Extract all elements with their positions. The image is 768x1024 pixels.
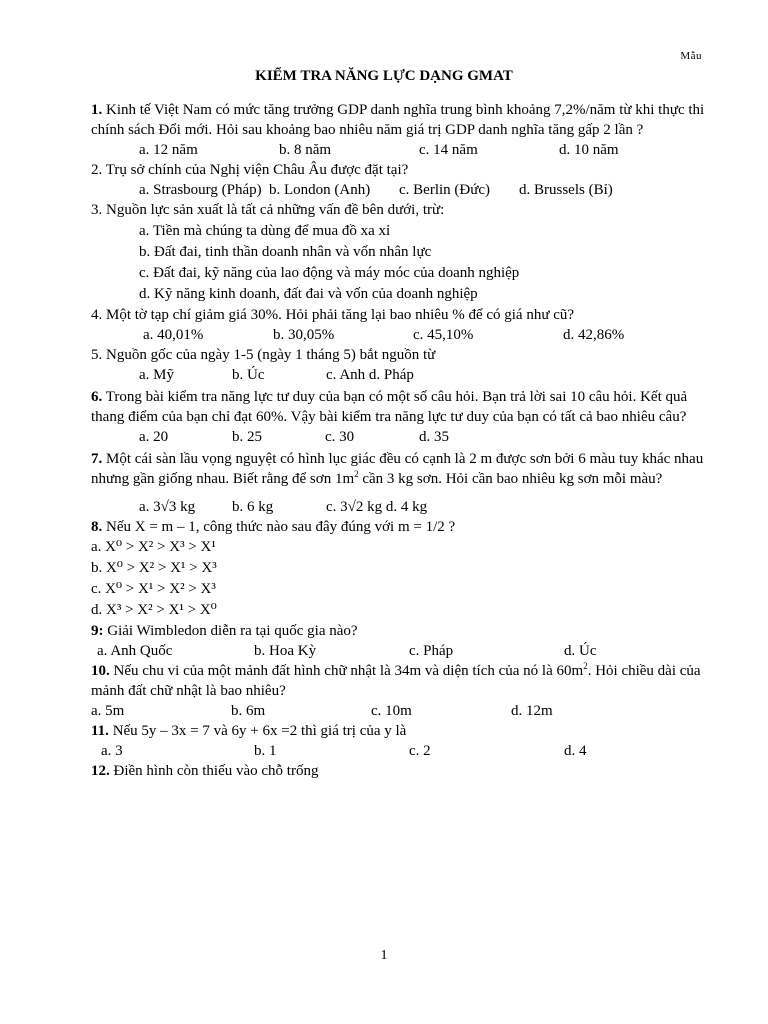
option-a: a. Tiền mà chúng ta dùng để mua đồ xa xỉ (139, 223, 391, 239)
option-d: d. 10 năm (559, 142, 619, 158)
option-a: a. Strasbourg (Pháp) (139, 182, 262, 198)
option-a: a. 20 (139, 429, 169, 445)
question-text: Kinh tế Việt Nam có mức tăng trưởng GDP danh nghĩa trung bình khoảng 7,2%/năm từ khi thực thi chính sách Đổi mới. Hỏi sau khoảng bao nhiêu năm giá trị GDP danh nghĩa tăng gấp 2 lần ? (91, 102, 705, 138)
question-6 (91, 387, 711, 427)
option-c: c. X⁰ > X¹ > X² > X³ (91, 581, 216, 597)
question-list (91, 100, 711, 781)
options-q6 (91, 427, 711, 447)
option-a: a. 3 (101, 743, 123, 759)
question-3: 3. Nguồn lực sản xuất là tất cả những vấn đề bên dưới, trừ: (91, 202, 445, 218)
options-q10 (91, 701, 711, 721)
option-b: b. X⁰ > X² > X¹ > X³ (91, 560, 217, 576)
question-text: Nếu X = m – 1, công thức nào sau đây đúng với m = 1/2 ? (102, 519, 456, 535)
option-d: d. Kỹ năng kinh doanh, đất đai và vốn của doanh nghiệp (139, 286, 478, 302)
option-b: b. Hoa Kỳ (254, 643, 317, 659)
question-12 (91, 761, 711, 781)
option-a: a. 40,01% (143, 327, 204, 343)
question-number: 8. (91, 519, 103, 535)
option-c: c. 2 (409, 743, 431, 759)
options-q11 (91, 741, 711, 761)
question-7 (91, 449, 711, 489)
option-d: d. X³ > X² > X¹ > X⁰ (91, 602, 217, 618)
option-c-d: c. 3√2 kg d. 4 kg (326, 499, 428, 515)
option-d: d. 35 (419, 429, 449, 445)
option-d: d. Brussels (Bỉ) (519, 182, 613, 198)
question-2: 2. Trụ sở chính của Nghị viện Châu Âu được đặt tại? (91, 162, 409, 178)
option-b: b. 8 năm (279, 142, 332, 158)
options-q4 (91, 325, 711, 345)
option-a: a. 12 năm (139, 142, 198, 158)
option-b: b. Đất đai, tinh thần doanh nhân và vốn nhân lực (139, 244, 432, 260)
question-text-cont: cần 3 kg sơn. Hỏi cần bao nhiêu kg sơn mỗi màu? (358, 471, 663, 487)
option-a: a. X⁰ > X² > X³ > X¹ (91, 539, 216, 555)
option-a: a. Mỹ (139, 367, 174, 383)
question-number: 6. (91, 389, 103, 405)
question-number: 9: (91, 623, 104, 639)
question-5: 5. Nguồn gốc của ngày 1-5 (ngày 1 tháng 5) bắt nguồn từ (91, 347, 436, 363)
option-a: a. 3√3 kg (139, 499, 196, 515)
question-text: Giải Wimbledon diễn ra tại quốc gia nào? (103, 623, 358, 639)
option-b: b. London (Anh) (269, 182, 371, 198)
option-d: d. 12m (511, 703, 553, 719)
question-text: Trong bài kiểm tra năng lực tư duy của bạn có một số câu hỏi. Bạn trả lời sai 10 câu hỏi. Kết quả thang điểm của bạn chỉ đạt 60%. Vậy bài kiểm tra năng lực tư duy của bạn có tất cả bao nhiêu câu? (91, 389, 688, 425)
question-number: 10. (91, 663, 110, 679)
option-c: c. 30 (325, 429, 355, 445)
option-b: b. 30,05% (273, 327, 335, 343)
option-c: c. 45,10% (413, 327, 474, 343)
question-number: 11. (91, 723, 109, 739)
option-c: c. Berlin (Đức) (399, 182, 491, 198)
question-text: Nếu 5y – 3x = 7 và 6y + 6x =2 thì giá trị của y là (108, 723, 407, 739)
page-title: KIỂM TRA NĂNG LỰC DẠNG GMAT (255, 68, 513, 84)
question-1 (91, 100, 711, 140)
question-10 (91, 661, 711, 701)
option-c: c. 10m (371, 703, 412, 719)
option-b: b. 1 (254, 743, 277, 759)
options-q5 (91, 365, 711, 385)
question-text: Một cái sàn lầu vọng nguyệt có hình lục giác đều có cạnh là 2 m được sơn bởi 6 màu tuy khác nhau nhưng gần giống nhau. Biết rằng để sơn 1m (91, 451, 704, 487)
option-b: b. 25 (232, 429, 262, 445)
options-q2 (91, 180, 711, 200)
question-8 (91, 517, 711, 537)
option-d: d. Úc (564, 643, 597, 659)
option-c: c. Đất đai, kỹ năng của lao động và máy móc của doanh nghiệp (139, 265, 520, 281)
option-b: b. 6 kg (232, 499, 274, 515)
question-text: Nếu chu vi của một mảnh đất hình chữ nhật là 34m và diện tích của nó là 60m (109, 663, 584, 679)
option-a: a. 5m (91, 703, 125, 719)
question-9 (91, 621, 711, 641)
question-text: Điền hình còn thiếu vào chỗ trống (109, 763, 319, 779)
question-4: 4. Một tờ tạp chí giảm giá 30%. Hỏi phải tăng lại bao nhiêu % để có giá như cũ? (91, 307, 575, 323)
options-q1 (91, 140, 711, 160)
option-d: d. 42,86% (563, 327, 625, 343)
option-c-d: c. Anh d. Pháp (326, 367, 414, 383)
superscript: 2 (354, 469, 359, 479)
page-number: 1 (380, 948, 388, 963)
options-q7 (91, 497, 711, 517)
option-b: b. Úc (232, 367, 265, 383)
question-11 (91, 721, 711, 741)
superscript: 2 (583, 661, 588, 671)
question-text-cont: . Hỏi chiều dài của mảnh đất chữ nhật là bao nhiêu? (91, 663, 701, 699)
option-d: d. 4 (564, 743, 587, 759)
option-a: a. Anh Quốc (97, 643, 173, 659)
form-label: Mẫu (680, 50, 702, 62)
option-c: c. 14 năm (419, 142, 478, 158)
option-b: b. 6m (231, 703, 266, 719)
question-number: 12. (91, 763, 110, 779)
question-number: 1. (91, 102, 103, 118)
question-number: 7. (91, 451, 103, 467)
option-c: c. Pháp (409, 643, 454, 659)
options-q9 (91, 641, 711, 661)
